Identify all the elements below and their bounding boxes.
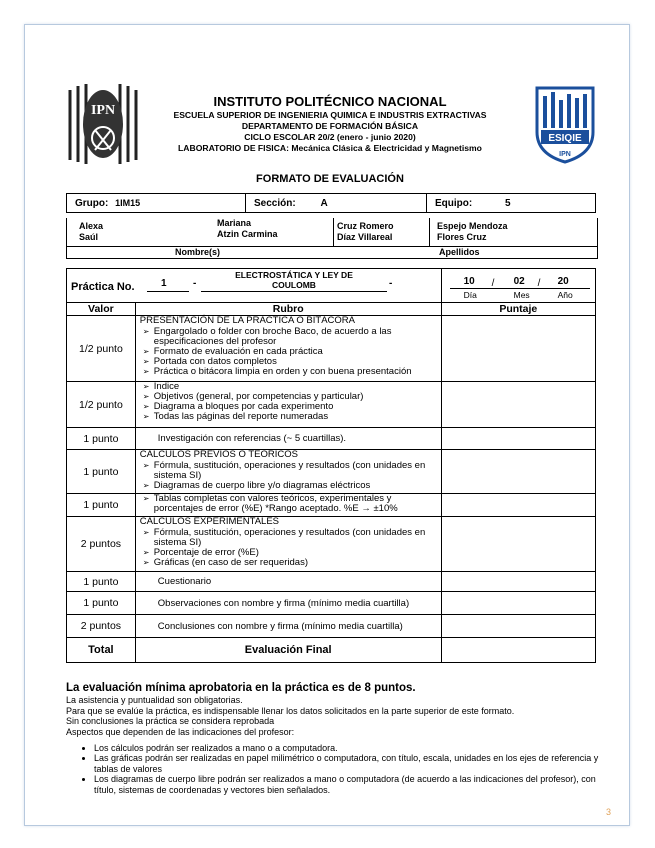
list-item: • Los diagramas de cuerpo libre podrán ser realizados a mano o computadora (de acuerdo a las indicaciones del profesor), con título, sistemas de coordenadas y vectores bien señalados.	[94, 774, 606, 795]
list-item: • Las gráficas podrán ser realizadas en papel milimétrico o computadora, con título, escala, unidades en los ejes de referencia y tablas de valores	[94, 753, 606, 774]
teacher-aspects-list	[66, 743, 606, 795]
total-label: Total	[67, 638, 136, 663]
students-box	[66, 218, 598, 259]
student-name-1: Alexa	[79, 221, 104, 231]
rubric-section: CÁLCULOS EXPERIMENTALES ➢ Fórmula, sustitución, operaciones y resultados (con unidades en sistema SI) ➢ Porcentaje de error (%E) ➢ Gráficas (en caso de ser requeridas)	[135, 517, 441, 572]
student-name-3: Mariana	[217, 218, 252, 228]
footer-notes	[66, 681, 606, 795]
section-value: A	[320, 197, 328, 209]
score-cell[interactable]	[441, 382, 595, 428]
department-name: DEPARTAMENTO DE FORMACIÓN BÁSICA	[241, 121, 419, 131]
col-valor: Valor	[67, 303, 136, 316]
row-value: 1 punto	[67, 494, 136, 517]
esiqie-logo	[533, 82, 597, 164]
row-value: 1/2 punto	[67, 316, 136, 382]
evaluation-table	[66, 268, 596, 663]
note-line: La asistencia y puntualidad son obligatorias.	[66, 695, 243, 705]
date-year: 20	[557, 276, 569, 287]
student-surname-4: Flores Cruz	[437, 232, 487, 242]
final-score-cell[interactable]	[441, 638, 595, 663]
score-cell[interactable]	[441, 615, 595, 638]
nombre-label: Nombre(s)	[175, 247, 221, 257]
note-line: Para que se evalúe la práctica, es indispensable llenar los datos solicitados en la parte superior de este formato.	[66, 705, 515, 716]
institution-name: INSTITUTO POLITÉCNICO NACIONAL	[213, 94, 447, 109]
score-cell[interactable]	[441, 592, 595, 615]
list-item: • Los cálculos podrán ser realizados a mano o a computadora.	[94, 743, 606, 753]
rubric-item: Investigación con referencias (~ 5 cuartillas).	[135, 428, 441, 450]
date-month: 02	[513, 276, 525, 287]
score-cell[interactable]	[441, 572, 595, 592]
group-table	[66, 193, 596, 213]
rubric-item: ➢ Fórmula, sustitución, operaciones y resultados (con unidades en sistema SI)	[140, 461, 441, 481]
row-value: 2 puntos	[67, 517, 136, 572]
rubric-item: ➢ Engargolado o folder con broche Baco, de acuerdo a las especificaciones del profesor	[140, 327, 441, 347]
score-cell[interactable]	[441, 316, 595, 382]
row-value: 2 puntos	[67, 615, 136, 638]
final-evaluation-label: Evaluación Final	[135, 638, 441, 663]
score-cell[interactable]	[441, 428, 595, 450]
section-cell: Sección: A	[246, 194, 427, 213]
row-value: 1/2 punto	[67, 382, 136, 428]
school-cycle: CICLO ESCOLAR 20/2 (enero - junio 2020)	[244, 132, 416, 142]
rubric-item: ➢ Todas las páginas del reporte numeradas	[140, 412, 441, 422]
student-name-4: Atzin Carmina	[217, 229, 278, 239]
apellidos-label: Apellidos	[439, 247, 480, 257]
rubric-item: ➢ Tablas completas con valores teóricos, experimentales y porcentajes de error (%E) *Rango aceptado. %E → ±10%	[140, 494, 441, 514]
practice-title: ELECTROSTÁTICA Y LEY DE COULOMB	[235, 270, 353, 290]
row-value: 1 punto	[67, 592, 136, 615]
group-cell: Grupo: 1IM15	[67, 194, 246, 213]
svg-text:IPN: IPN	[559, 151, 571, 158]
rubric-item: Conclusiones con nombre y firma (mínimo media cuartilla)	[135, 615, 441, 638]
practice-cell: Práctica No. 1 - ELECTROSTÁTICA Y LEY DE COULOMB -	[67, 269, 442, 303]
note-line: Aspectos que dependen de las indicaciones del profesor:	[66, 726, 295, 737]
col-puntaje: Puntaje	[441, 303, 595, 316]
row-value: 1 punto	[67, 572, 136, 592]
rubric-section: CALCULOS PREVIOS O TEORICOS ➢ Fórmula, sustitución, operaciones y resultados (con unidades en sistema SI) ➢ Diagramas de cuerpo libre y/o diagramas eléctricos	[135, 450, 441, 494]
rubric-item: ➢ Práctica o bitácora limpia en orden y con buena presentación	[140, 367, 441, 377]
practice-number: 1	[161, 278, 167, 289]
lab-name: LABORATORIO DE FISICA: Mecánica Clásica & Electricidad y Magnetismo	[178, 143, 482, 153]
student-name-2: Saúl	[79, 232, 99, 242]
date-day: 10	[463, 276, 475, 287]
student-surname-3: Espejo Mendoza	[437, 221, 508, 231]
rubric-item: ➢ Formato de evaluación en cada práctica	[140, 347, 441, 357]
score-cell[interactable]	[441, 517, 595, 572]
note-line: Sin conclusiones la práctica se considera reprobada	[66, 716, 275, 726]
school-name: ESCUELA SUPERIOR DE INGENIERIA QUIMICA E INDUSTRIS EXTRACTIVAS	[173, 110, 487, 120]
svg-text:ESIQIE: ESIQIE	[548, 133, 582, 144]
document-header	[140, 94, 520, 154]
rubric-section	[135, 382, 441, 428]
rubric-item: ➢ Objetivos (general, por competencias y particular)	[140, 392, 441, 402]
team-value: 5	[505, 197, 511, 209]
student-surname-1: Cruz Romero	[337, 221, 394, 231]
row-value: 1 punto	[67, 450, 136, 494]
group-value: 1IM15	[115, 197, 141, 208]
rubric-item: ➢ Diagrama a bloques por cada experimento	[140, 402, 441, 412]
rubric-item: ➢ Gráficas (en caso de ser requeridas)	[140, 558, 441, 568]
rubric-item: Observaciones con nombre y firma (mínimo media cuartilla)	[135, 592, 441, 615]
score-cell[interactable]	[441, 494, 595, 517]
rubric-section: PRESENTACIÓN DE LA PRÁCTICA O BITÁCORA ➢ Engargolado o folder con broche Baco, de acuerdo a las especificaciones del profesor ➢ Formato de evaluación en cada práctica ➢ Portada con datos completos ➢ Práctica o bitácora limpia en orden y con buena presentación	[135, 316, 441, 382]
score-cell[interactable]	[441, 450, 595, 494]
rubric-item: ➢ Porcentaje de error (%E)	[140, 548, 441, 558]
row-value: 1 punto	[67, 428, 136, 450]
form-title: FORMATO DE EVALUACIÓN	[256, 173, 404, 185]
student-surname-2: Díaz Villareal	[337, 232, 393, 242]
practice-label: Práctica No.	[71, 281, 135, 293]
team-cell: Equipo: 5	[427, 194, 596, 213]
rubric-section	[135, 494, 441, 517]
minimum-passing-note: La evaluación mínima aprobatoria en la práctica es de 8 puntos.	[66, 682, 416, 694]
date-cell: 10 / 02 / 20 Día Mes Año	[441, 269, 595, 303]
rubric-item: Cuestionario	[135, 572, 441, 592]
rubric-item: ➢ Diagramas de cuerpo libre y/o diagramas eléctricos	[140, 481, 441, 491]
svg-text:IPN: IPN	[90, 103, 116, 118]
ipn-logo	[62, 80, 144, 166]
col-rubro: Rubro	[135, 303, 441, 316]
rubric-item: ➢ Fórmula, sustitución, operaciones y resultados (con unidades en sistema SI)	[140, 528, 441, 548]
page-number: 3	[606, 807, 612, 817]
rubric-item: ➢ Índice	[140, 382, 441, 392]
rubric-item: ➢ Portada con datos completos	[140, 357, 441, 367]
